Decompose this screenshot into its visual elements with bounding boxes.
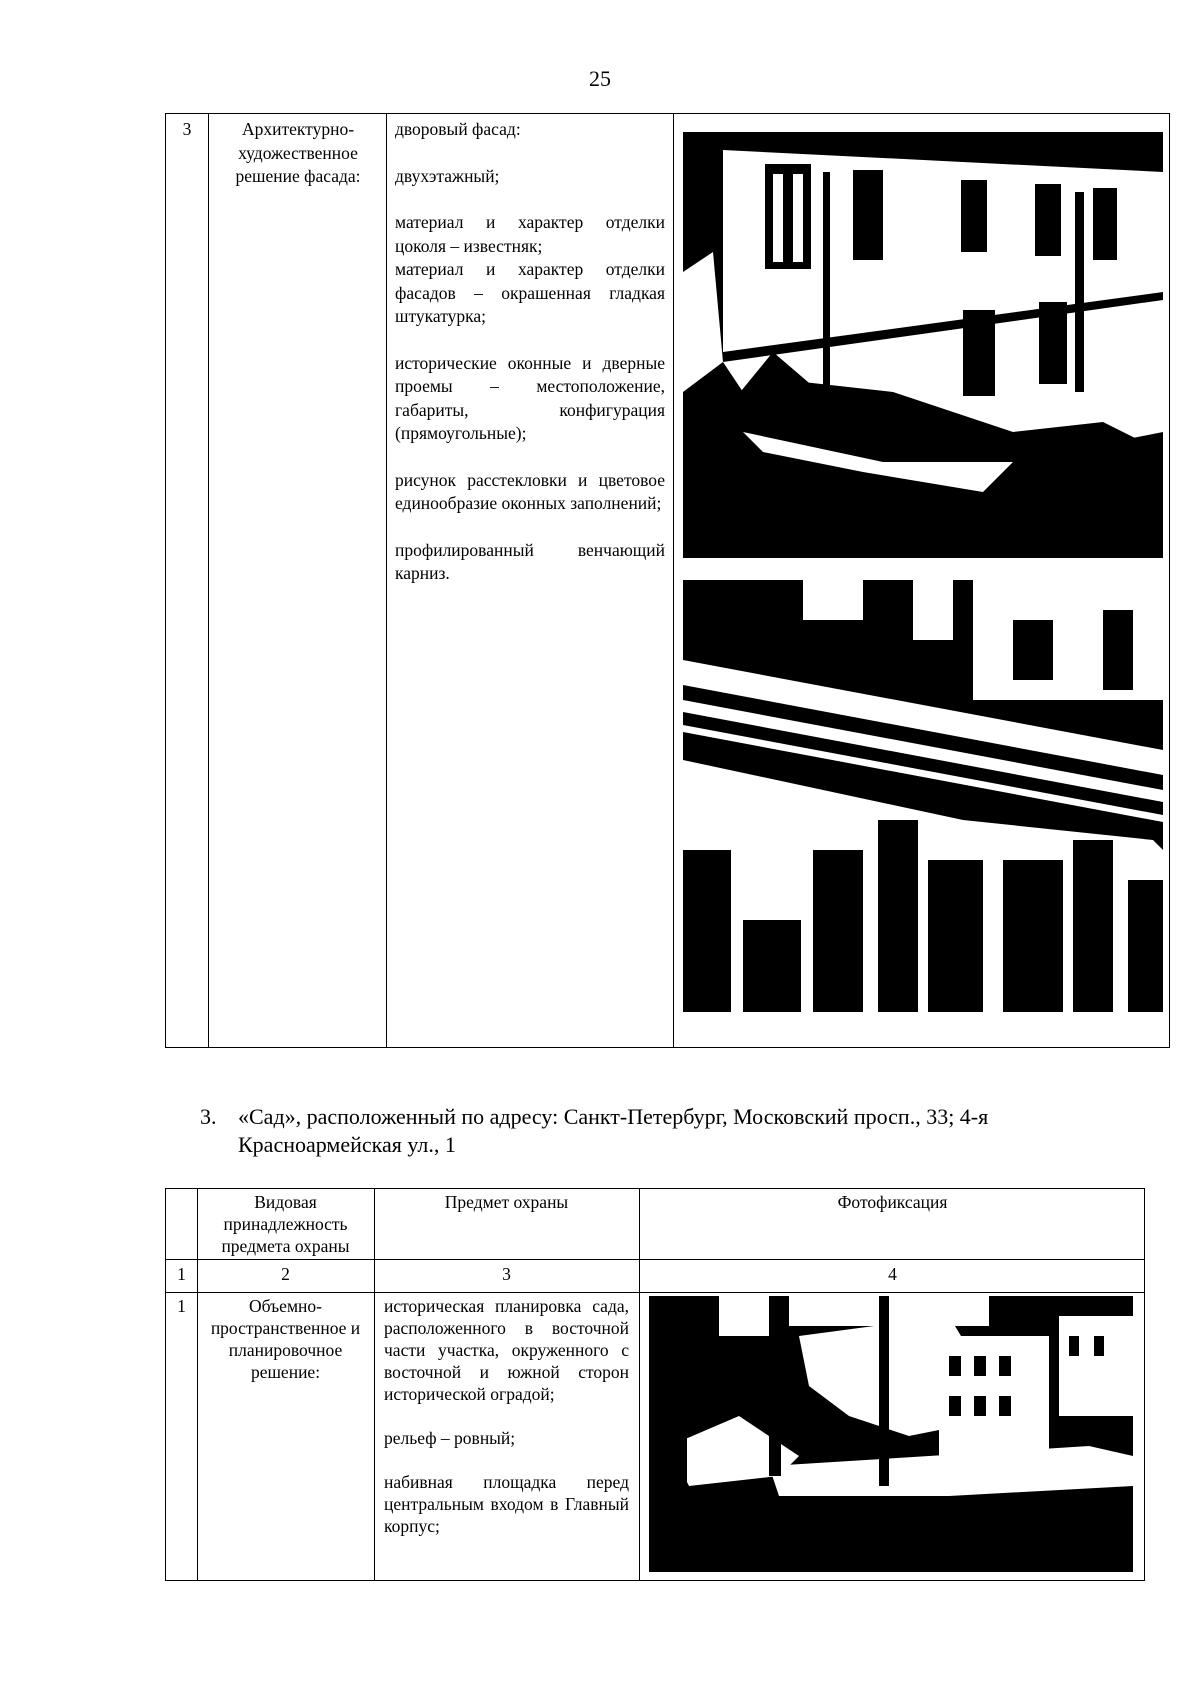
subject-item: рельеф – ровный;	[384, 1428, 516, 1448]
col-number: 3	[502, 1264, 511, 1284]
subject-item: историческая планировка сада, расположенного в восточной части участка, окруженного с восточной и южной сторон исторической оградой;	[384, 1296, 629, 1404]
col-number: 1	[177, 1264, 186, 1284]
subject-item: материал и характер отделки цоколя – известняк;	[395, 212, 665, 256]
page-number: 25	[589, 66, 611, 91]
subject-item: рисунок расстекловки и цветовое единообразие оконных заполнений;	[395, 469, 665, 513]
header-photo: Фотофиксация	[837, 1192, 948, 1212]
row-category: Объемно-пространственное и планировочное решение:	[210, 1296, 361, 1382]
col-number: 4	[888, 1264, 897, 1284]
subject-item: материал и характер отделки фасадов – окрашенная гладкая штукатурка;	[395, 259, 665, 326]
facade-table	[165, 113, 1170, 1048]
subject-item: двухэтажный;	[395, 165, 500, 186]
row-subject	[384, 1295, 629, 1537]
header-category: Видовая принадлежность предмета охраны	[221, 1192, 350, 1256]
garden-table	[165, 1188, 1145, 1581]
facade-photo	[683, 132, 1163, 558]
subject-item: дворовый фасад:	[395, 119, 521, 139]
row-category: Архитектурно-художественное решение фасада:	[235, 119, 361, 186]
subject-item: набивная площадка перед центральным входом в Главный корпус;	[384, 1472, 629, 1536]
row-index: 3	[182, 119, 192, 139]
subject-item: исторические оконные и дверные проемы – местоположение, габариты, конфигурация (прямоугольные);	[395, 352, 665, 443]
section-number: 3.	[200, 1104, 217, 1129]
col-number: 2	[281, 1264, 290, 1284]
row-index: 1	[177, 1296, 186, 1316]
cornice-photo	[683, 580, 1163, 1012]
garden-photo	[649, 1296, 1133, 1572]
subject-item: профилированный венчающий карниз.	[395, 539, 665, 583]
row-subject	[395, 118, 665, 609]
header-subject: Предмет охраны	[444, 1192, 569, 1212]
section-heading	[200, 1103, 1100, 1159]
section-title: «Сад», расположенный по адресу: Санкт-Петербург, Московский просп., 33; 4-я Красноармейская ул., 1	[238, 1104, 989, 1157]
